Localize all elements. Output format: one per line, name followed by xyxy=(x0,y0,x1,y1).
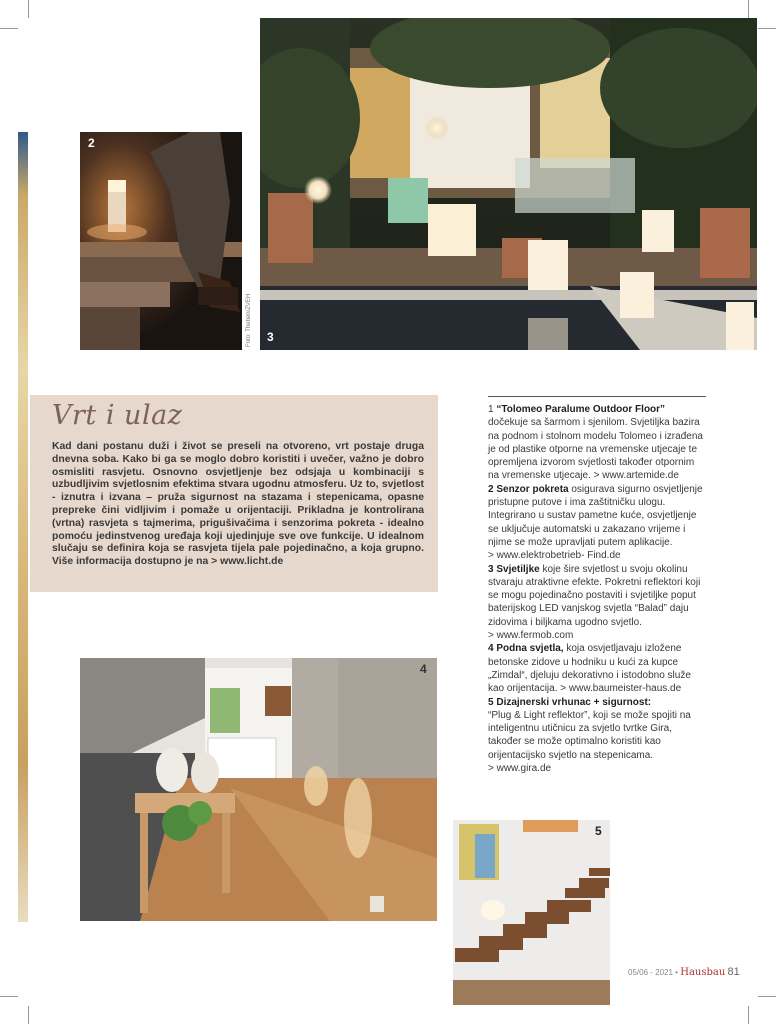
photo-motion-sensor xyxy=(80,132,242,350)
crop-mark xyxy=(748,0,749,18)
caption-url: > www.elektrobetrieb- Find.de xyxy=(488,550,621,562)
caption-body: osigurava sigurno osvjetljenje pristupne putove i ima zaštitničku ulogu. Integrirano u sustav pametne kuće, osvjetljenje se uključuje automatski u zakazano vrijeme i njime se može upravljati putem aplikacije. xyxy=(488,483,703,548)
caption-number: 1 xyxy=(488,404,494,415)
photo-stairs xyxy=(453,820,610,1005)
caption-2 xyxy=(488,483,706,563)
page-footer xyxy=(628,966,740,978)
crop-mark xyxy=(28,1006,29,1024)
adjacent-page-edge xyxy=(18,132,28,922)
caption-body: koje šire svjetlost u svoju okolinu stvaraju atraktivne efekte. Pokretni reflektori koji se mogu pojedinačno postaviti i svjetiljke poput baterijskog LED vanjskog svjetla “Balad” daju zidovima i biljkama ugodno svjetlo. xyxy=(488,563,701,628)
photo-garden-terrace xyxy=(260,18,757,350)
caption-body: koja osvjetljavaju izložene betonske zidove u hodniku u kući za kupce „Zimdal“, djeluju dekorativno i istodobno služe kao orijentacija. > www.baumeister-haus.de xyxy=(488,643,691,695)
photo-number: 3 xyxy=(267,330,274,344)
footer-bullet: • xyxy=(675,968,678,977)
crop-mark xyxy=(0,996,18,997)
caption-body: “Plug & Light reflektor”, koji se može spojiti na inteligentnu utičnicu za svjetlo tvrtke Gira, također se može optimalno koristiti kao orijentacijsko svjetlo na stepenicama. xyxy=(488,709,691,761)
photo-number: 4 xyxy=(420,662,427,676)
caption-url: > www.gira.de xyxy=(488,763,552,775)
caption-body: dočekuje sa šarmom i sjenilom. Svjetiljka bazira na podnom i stolnom modelu Tolomeo i izrađena je od plastike otporne na vremenske utjecaje te opremljena izvorom svjetlosti također otpornim na vremenske utjecaje. > www.artemide.de xyxy=(488,417,703,482)
caption-number: 5 xyxy=(488,696,494,708)
caption-number: 2 xyxy=(488,483,494,495)
caption-title: Senzor pokreta xyxy=(496,483,569,495)
page-number: 81 xyxy=(727,966,740,978)
caption-3 xyxy=(488,563,706,643)
crop-mark xyxy=(758,996,776,997)
captions-column xyxy=(488,403,706,775)
intro-paragraph: Kad dani postanu duži i život se preseli na otvoreno, vrt postaje druga dnevna soba. Kako bi ga se moglo dobro koristiti i uvečer, važno je dobro osmisliti rasvjetu. Osnovno osvjetljenje bez odsjaja u kombinaciji s uzbudljivim svjetlosnim efektima stvara ugodnu atmosferu. Uz to, svjetlost - iznutra i izvana – pruža sigurnost na stazama i stepenicama, opasne prepreke čini vidljivim i pomaže u orijentaciji. Prikladna je kontrolirana (vrtna) rasvjeta s tajmerima, prigušivačima i senzorima pokreta - idealno pomoću jedinstvenog uređaja koji ujedinjuje sve ove funkcije. U idealnom slučaju se definira koja se rasvjeta tijela pale pojedinačno, a koja grupno. Više informacija dostupno je na > www.licht.de xyxy=(52,441,424,568)
caption-title: Podna svjetla, xyxy=(496,643,564,655)
photo-number: 5 xyxy=(595,824,602,838)
column-rule xyxy=(488,396,706,397)
caption-4 xyxy=(488,642,706,695)
caption-number: 4 xyxy=(488,643,494,655)
photo-hallway xyxy=(80,658,437,921)
caption-title: Svjetiljke xyxy=(496,563,540,575)
section-title: Vrt i ulaz xyxy=(52,400,183,431)
crop-mark xyxy=(0,28,18,29)
photo-credit: Foto: Theben/ZVEH xyxy=(246,293,252,347)
issue-date: 05/06 - 2021 xyxy=(628,968,673,977)
caption-number: 3 xyxy=(488,563,494,575)
caption-title: “Tolomeo Paralume Outdoor Floor” xyxy=(496,404,666,415)
caption-1 xyxy=(488,403,706,483)
magazine-name: Hausbau xyxy=(680,967,726,978)
crop-mark xyxy=(28,0,29,18)
photo-number: 2 xyxy=(88,136,95,150)
crop-mark xyxy=(748,1006,749,1024)
caption-5 xyxy=(488,696,706,776)
crop-mark xyxy=(758,28,776,29)
caption-url: > www.fermob.com xyxy=(488,630,574,642)
caption-title: Dizajnerski vrhunac + sigurnost: xyxy=(496,696,652,708)
